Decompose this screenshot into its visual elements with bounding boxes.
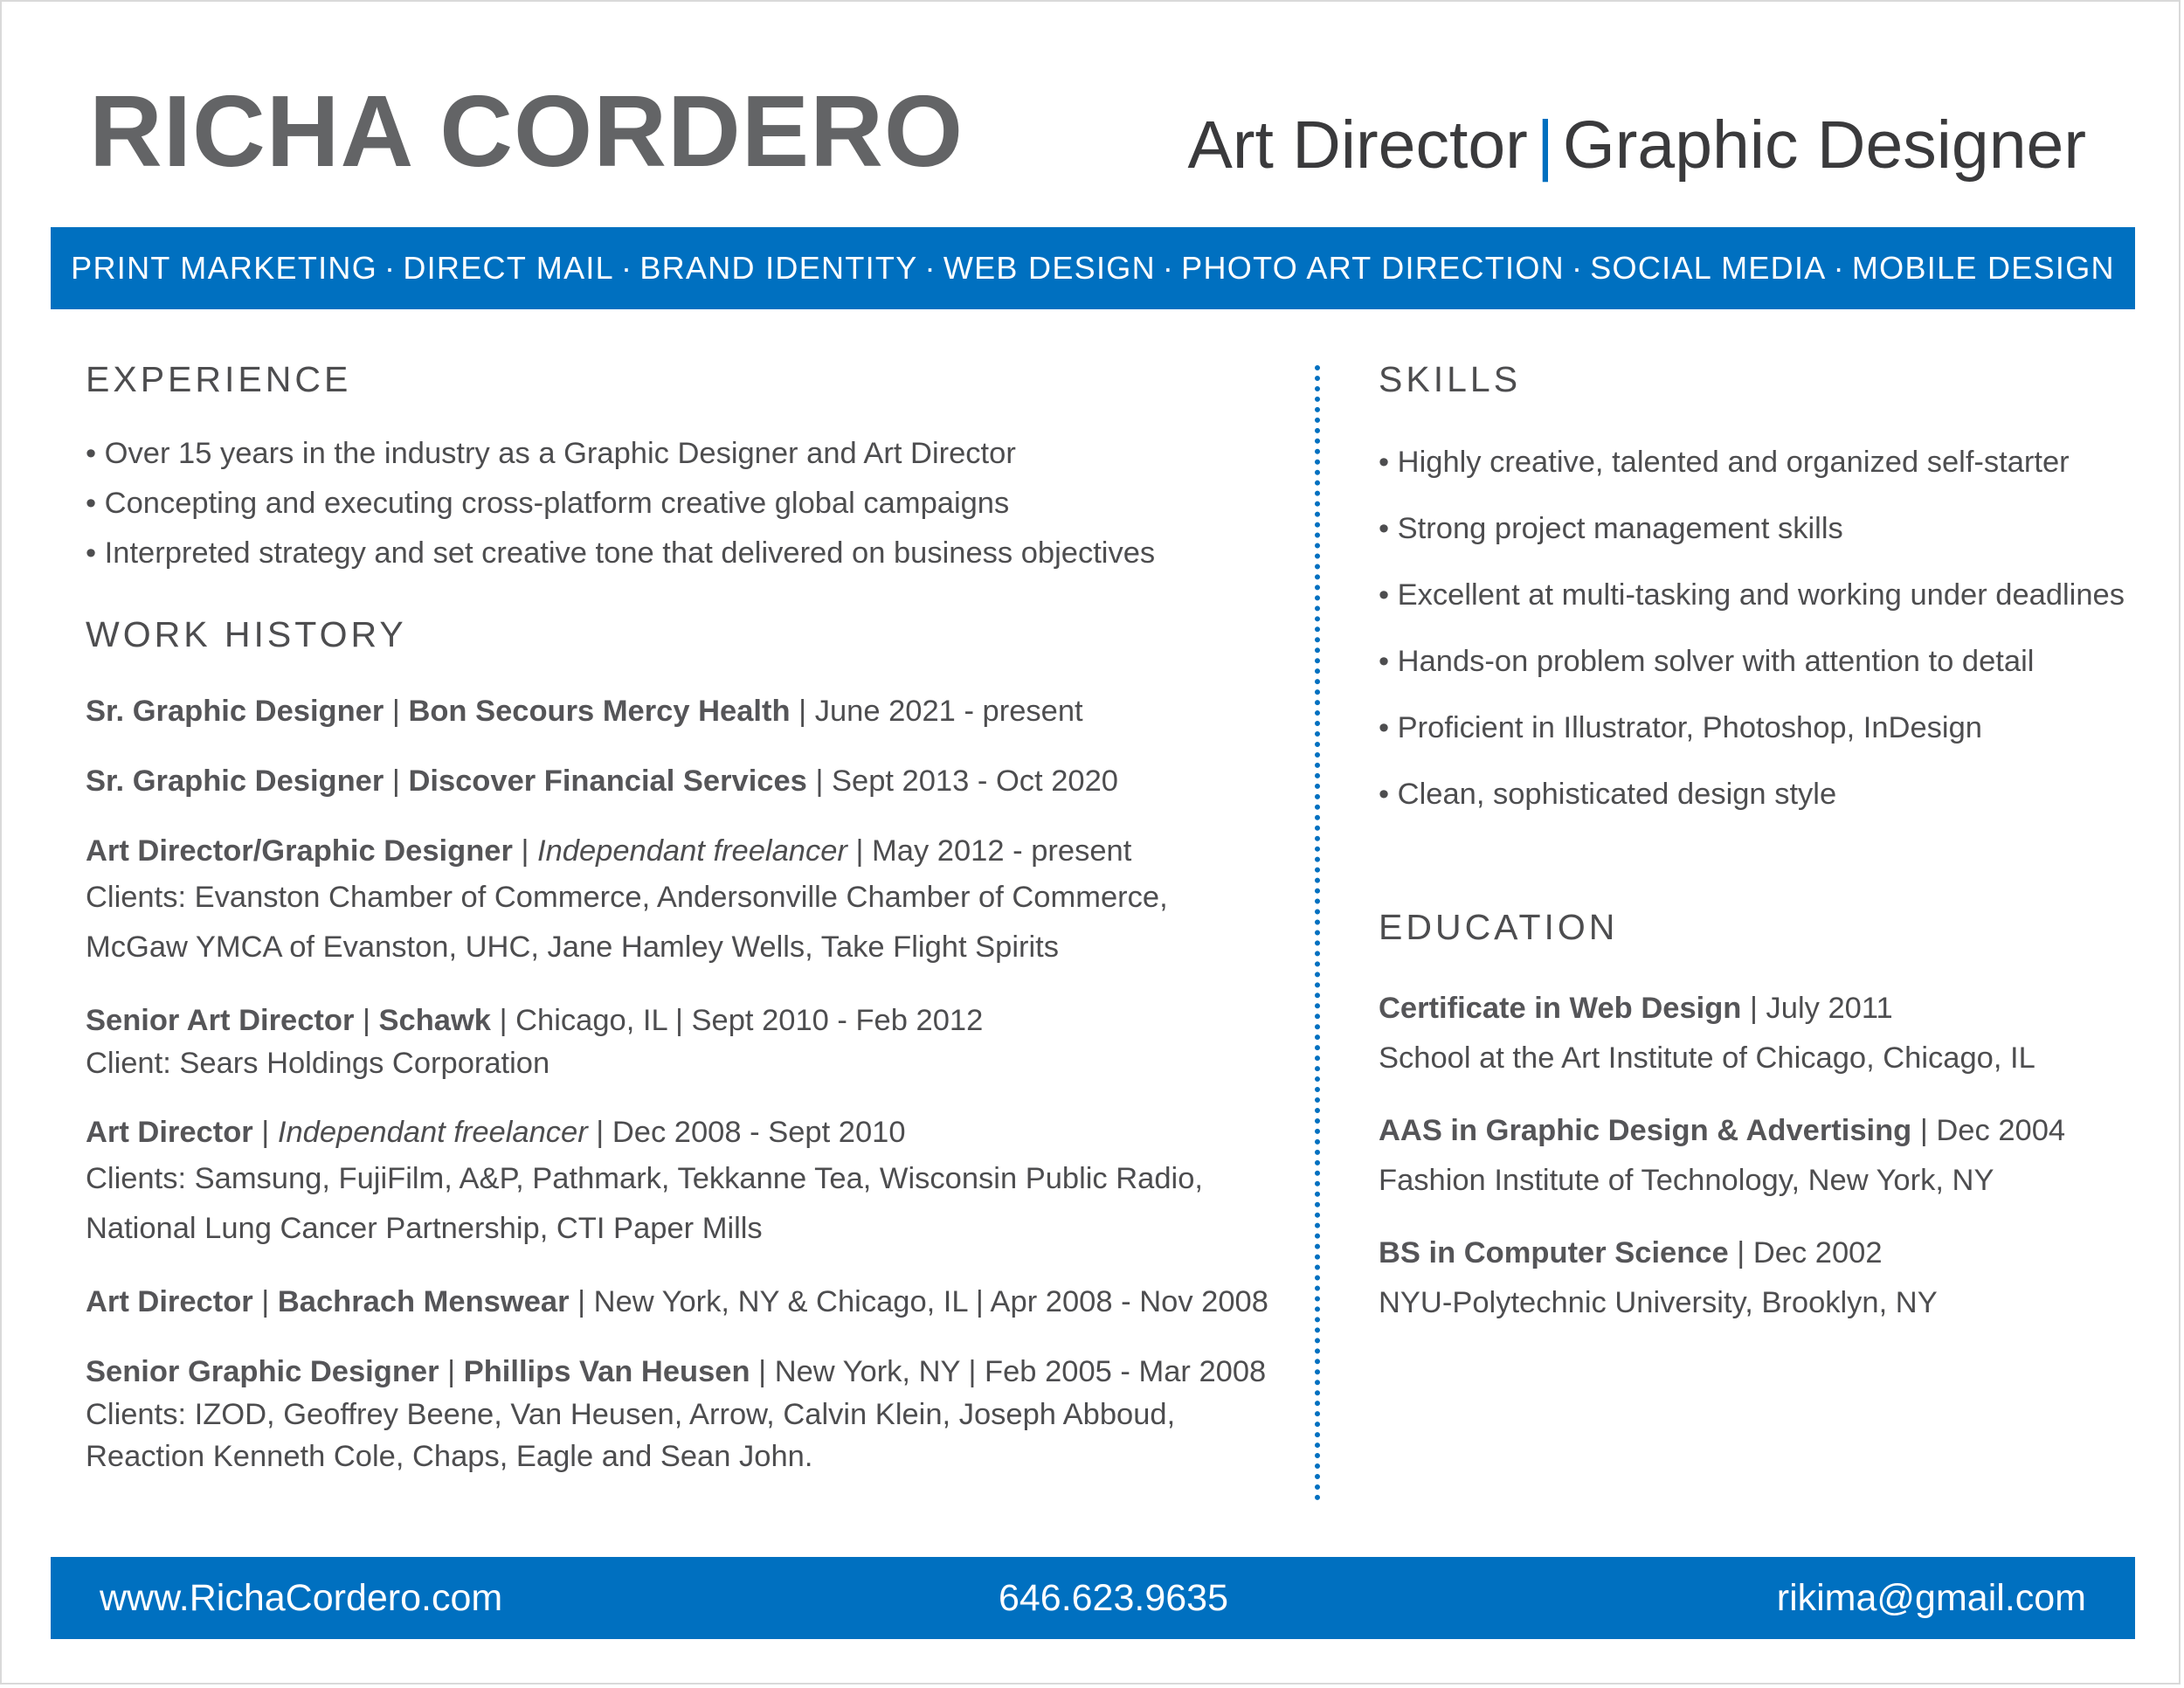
- job-title: [1187, 107, 2087, 183]
- skill-item: • Clean, sophisticated design style: [1379, 761, 2147, 827]
- work-history-list: [86, 689, 1309, 1477]
- education-school: NYU-Polytechnic University, Brooklyn, NY: [1379, 1286, 1938, 1320]
- service-separator: ·: [621, 250, 633, 286]
- job-company: Phillips Van Heusen: [463, 1355, 750, 1389]
- job-entry: [86, 759, 1309, 803]
- job-entry: [86, 1110, 1309, 1254]
- job-details: Dec 2008 - Sept 2010: [612, 1116, 906, 1150]
- job-entry: [86, 829, 1309, 972]
- job-clients-line: Clients: IZOD, Geoffrey Beene, Van Heusen, Arrow, Calvin Klein, Joseph Abboud,: [86, 1398, 1176, 1432]
- service-separator: ·: [1833, 250, 1845, 286]
- skills-heading: SKILLS: [1379, 359, 1522, 399]
- job-details: June 2021 - present: [814, 695, 1083, 729]
- job-entry: [86, 1350, 1309, 1477]
- education-degree: BS in Computer Science: [1379, 1236, 1729, 1270]
- skill-item: • Hands-on problem solver with attention to detail: [1379, 628, 2147, 695]
- title-art-director: Art Director: [1187, 107, 1528, 183]
- job-header: Sr. Graphic Designer | Bon Secours Mercy Health | June 2021 - present: [86, 695, 1083, 729]
- job-clients-line: Reaction Kenneth Cole, Chaps, Eagle and Sean John.: [86, 1440, 813, 1474]
- job-header: Sr. Graphic Designer | Discover Financial Services | Sept 2013 - Oct 2020: [86, 764, 1118, 799]
- service-separator: ·: [384, 250, 397, 286]
- job-details: New York, NY & Chicago, IL | Apr 2008 - Nov 2008: [593, 1285, 1268, 1319]
- job-header: Senior Graphic Designer | Phillips Van Heusen | New York, NY | Feb 2005 - Mar 2008: [86, 1355, 1267, 1389]
- title-graphic-designer: Graphic Designer: [1562, 107, 2086, 183]
- phone-number[interactable]: 646.623.9635: [998, 1576, 1228, 1619]
- service-item: WEB DESIGN: [943, 250, 1156, 286]
- job-header: Art Director | Independant freelancer | Dec 2008 - Sept 2010: [86, 1116, 906, 1150]
- services-banner: [51, 227, 2135, 309]
- job-details: Chicago, IL | Sept 2010 - Feb 2012: [515, 1004, 984, 1038]
- job-role: Senior Art Director: [86, 1004, 355, 1038]
- job-clients-line: Client: Sears Holdings Corporation: [86, 1047, 550, 1081]
- service-separator: ·: [1571, 250, 1584, 286]
- job-role: Art Director: [86, 1116, 253, 1150]
- job-clients-line: McGaw YMCA of Evanston, UHC, Jane Hamley Wells, Take Flight Spirits: [86, 930, 1059, 965]
- experience-item: • Over 15 years in the industry as a Graphic Designer and Art Director: [86, 429, 1309, 479]
- job-details: New York, NY | Feb 2005 - Mar 2008: [774, 1355, 1267, 1389]
- job-header: Art Director | Bachrach Menswear | New York, NY & Chicago, IL | Apr 2008 - Nov 2008: [86, 1285, 1268, 1319]
- experience-list: [86, 429, 1309, 578]
- job-role: Sr. Graphic Designer: [86, 764, 384, 799]
- education-header: Certificate in Web Design | July 2011: [1379, 992, 1893, 1026]
- education-entry: [1379, 1228, 2147, 1328]
- resume-name: RICHA CORDERO: [89, 74, 964, 188]
- left-column: [86, 358, 1309, 1477]
- services-list: [51, 227, 2135, 309]
- education-heading: EDUCATION: [1379, 907, 1619, 948]
- education-date: Dec 2004: [1936, 1114, 2066, 1148]
- website-link[interactable]: www.RichaCordero.com: [100, 1576, 503, 1619]
- education-date: July 2011: [1766, 992, 1893, 1026]
- job-role: Art Director: [86, 1285, 253, 1319]
- job-clients-line: Clients: Samsung, FujiFilm, A&P, Pathmark, Tekkanne Tea, Wisconsin Public Radio,: [86, 1162, 1203, 1196]
- job-entry: [86, 689, 1309, 733]
- service-item: PRINT MARKETING: [71, 250, 378, 286]
- service-item: DIRECT MAIL: [403, 250, 615, 286]
- education-school: Fashion Institute of Technology, New York, NY: [1379, 1164, 1994, 1198]
- job-role: Art Director/Graphic Designer: [86, 834, 513, 868]
- job-header: Art Director/Graphic Designer | Independant freelancer | May 2012 - present: [86, 834, 1132, 868]
- contact-banner: [51, 1557, 2135, 1639]
- job-company: Schawk: [378, 1004, 491, 1038]
- education-degree: Certificate in Web Design: [1379, 992, 1742, 1026]
- service-item: BRAND IDENTITY: [639, 250, 918, 286]
- experience-item: • Concepting and executing cross-platform creative global campaigns: [86, 479, 1309, 529]
- job-details: May 2012 - present: [872, 834, 1132, 868]
- skills-list: [1379, 429, 2147, 827]
- education-entry: [1379, 1106, 2147, 1206]
- job-clients-line: National Lung Cancer Partnership, CTI Paper Mills: [86, 1212, 763, 1246]
- job-company: Independant freelancer: [277, 1116, 588, 1150]
- job-entry: [86, 1280, 1309, 1324]
- education-list: [1379, 984, 2147, 1328]
- service-item: PHOTO ART DIRECTION: [1181, 250, 1565, 286]
- job-details: Sept 2013 - Oct 2020: [832, 764, 1118, 799]
- title-separator: |: [1536, 107, 1554, 183]
- job-company: Bon Secours Mercy Health: [408, 695, 791, 729]
- job-company: Independant freelancer: [537, 834, 847, 868]
- job-clients-line: Clients: Evanston Chamber of Commerce, Andersonville Chamber of Commerce,: [86, 881, 1168, 915]
- service-item: MOBILE DESIGN: [1851, 250, 2115, 286]
- email-link[interactable]: rikima@gmail.com: [1776, 1576, 2086, 1619]
- service-separator: ·: [1162, 250, 1175, 286]
- education-school: School at the Art Institute of Chicago, Chicago, IL: [1379, 1041, 2035, 1076]
- service-separator: ·: [924, 250, 936, 286]
- education-entry: [1379, 984, 2147, 1083]
- skill-item: • Strong project management skills: [1379, 495, 2147, 562]
- service-item: SOCIAL MEDIA: [1590, 250, 1827, 286]
- experience-heading: EXPERIENCE: [86, 359, 352, 399]
- skill-item: • Proficient in Illustrator, Photoshop, InDesign: [1379, 695, 2147, 761]
- skill-item: • Excellent at multi-tasking and working under deadlines: [1379, 562, 2147, 628]
- job-company: Bachrach Menswear: [277, 1285, 570, 1319]
- education-header: BS in Computer Science | Dec 2002: [1379, 1236, 1883, 1270]
- education-degree: AAS in Graphic Design & Advertising: [1379, 1114, 1912, 1148]
- job-header: Senior Art Director | Schawk | Chicago, IL | Sept 2010 - Feb 2012: [86, 1004, 984, 1038]
- job-role: Sr. Graphic Designer: [86, 695, 384, 729]
- column-divider: [1315, 365, 1320, 1501]
- education-date: Dec 2002: [1752, 1236, 1883, 1270]
- job-company: Discover Financial Services: [408, 764, 807, 799]
- right-column: [1379, 358, 2147, 1328]
- job-entry: [86, 999, 1309, 1084]
- job-role: Senior Graphic Designer: [86, 1355, 439, 1389]
- experience-item: • Interpreted strategy and set creative tone that delivered on business objectives: [86, 529, 1309, 578]
- work-history-heading: WORK HISTORY: [86, 614, 407, 655]
- skill-item: • Highly creative, talented and organized self-starter: [1379, 429, 2147, 495]
- education-header: AAS in Graphic Design & Advertising | Dec 2004: [1379, 1114, 2066, 1148]
